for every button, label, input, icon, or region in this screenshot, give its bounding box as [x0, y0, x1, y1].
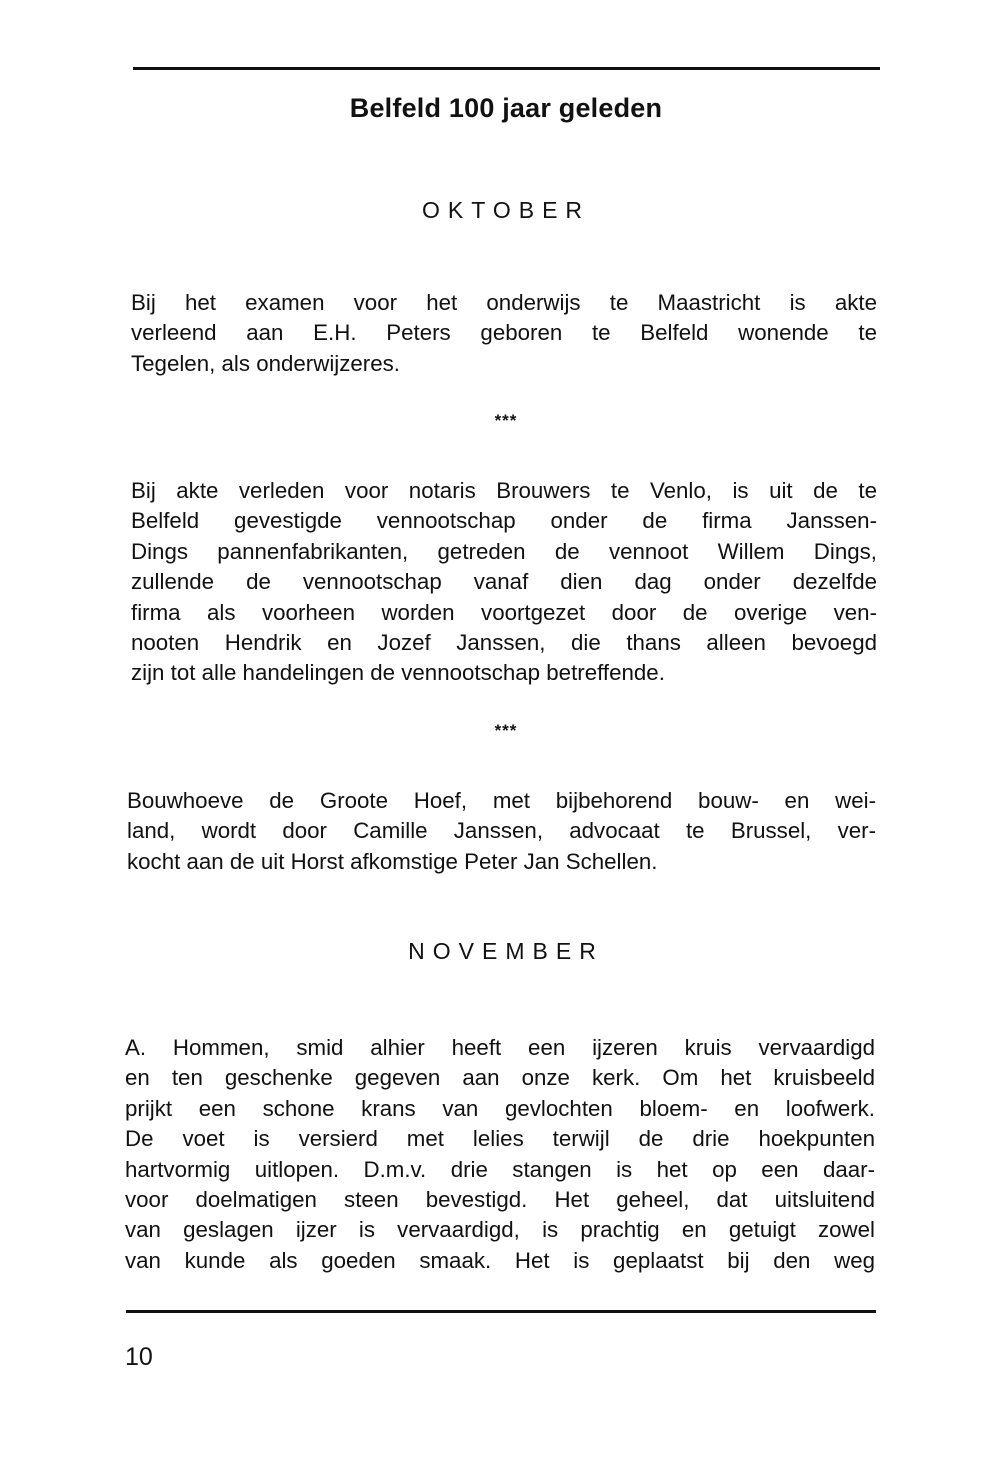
page-title: Belfeld 100 jaar geleden	[349, 93, 663, 123]
text-line: A. Hommen, smid alhier heeft een ijzeren kruis vervaardigd	[125, 1035, 875, 1060]
paragraph-november-1	[125, 1033, 875, 1276]
text-line: hartvormig uitlopen. D.m.v. drie stangen is het op een daar-	[125, 1156, 875, 1182]
text-line: van geslagen ijzer is vervaardigd, is prachtig en getuigt zowel	[125, 1217, 875, 1243]
text-line: prijkt een schone krans van gevlochten bloem- en loofwerk.	[125, 1095, 875, 1121]
text-line: Bouwhoeve de Groote Hoef, met bijbehorend bouw- en wei-	[127, 788, 876, 813]
text-line: nooten Hendrik en Jozef Janssen, die thans alleen bevoegd	[131, 630, 877, 656]
text-line: Belfeld gevestigde vennootschap onder de firma Janssen-	[131, 508, 877, 534]
text-line: Tegelen, als onderwijzeres.	[131, 350, 400, 376]
text-line: Dings pannenfabrikanten, getreden de vennoot Willem Dings,	[131, 538, 877, 564]
page-number: 10	[125, 1343, 153, 1371]
text-line: De voet is versierd met lelies terwijl de drie hoekpunten	[125, 1126, 875, 1152]
separator-stars: ***	[494, 721, 518, 740]
text-line: en ten geschenke gegeven aan onze kerk. Om het kruisbeeld	[125, 1065, 875, 1091]
text-line: zijn tot alle handelingen de vennootschap betreffende.	[131, 660, 665, 686]
text-line: Bij het examen voor het onderwijs te Maastricht is akte	[131, 290, 877, 315]
paragraph-oktober-2	[131, 476, 877, 689]
text-line: land, wordt door Camille Janssen, advocaat te Brussel, ver-	[127, 818, 876, 844]
text-line: voor doelmatigen steen bevestigd. Het geheel, dat uitsluitend	[125, 1187, 875, 1213]
separator-stars: ***	[494, 411, 518, 430]
section-heading-oktober: OKTOBER	[421, 197, 591, 223]
text-line: kocht aan de uit Horst afkomstige Peter Jan Schellen.	[127, 848, 658, 874]
text-line: Bij akte verleden voor notaris Brouwers te Venlo, is uit de te	[131, 478, 877, 503]
text-line: van kunde als goeden smaak. Het is geplaatst bij den weg	[125, 1247, 875, 1273]
text-line: zullende de vennootschap vanaf dien dag onder dezelfde	[131, 569, 877, 595]
text-line: firma als voorheen worden voortgezet door de overige ven-	[131, 599, 877, 625]
paragraph-oktober-3	[127, 786, 876, 877]
top-rule	[133, 67, 880, 70]
bottom-rule	[126, 1310, 876, 1313]
text-line: verleend aan E.H. Peters geboren te Belfeld wonende te	[131, 320, 877, 346]
paragraph-oktober-1	[131, 288, 877, 379]
section-heading-november: NOVEMBER	[408, 938, 604, 964]
